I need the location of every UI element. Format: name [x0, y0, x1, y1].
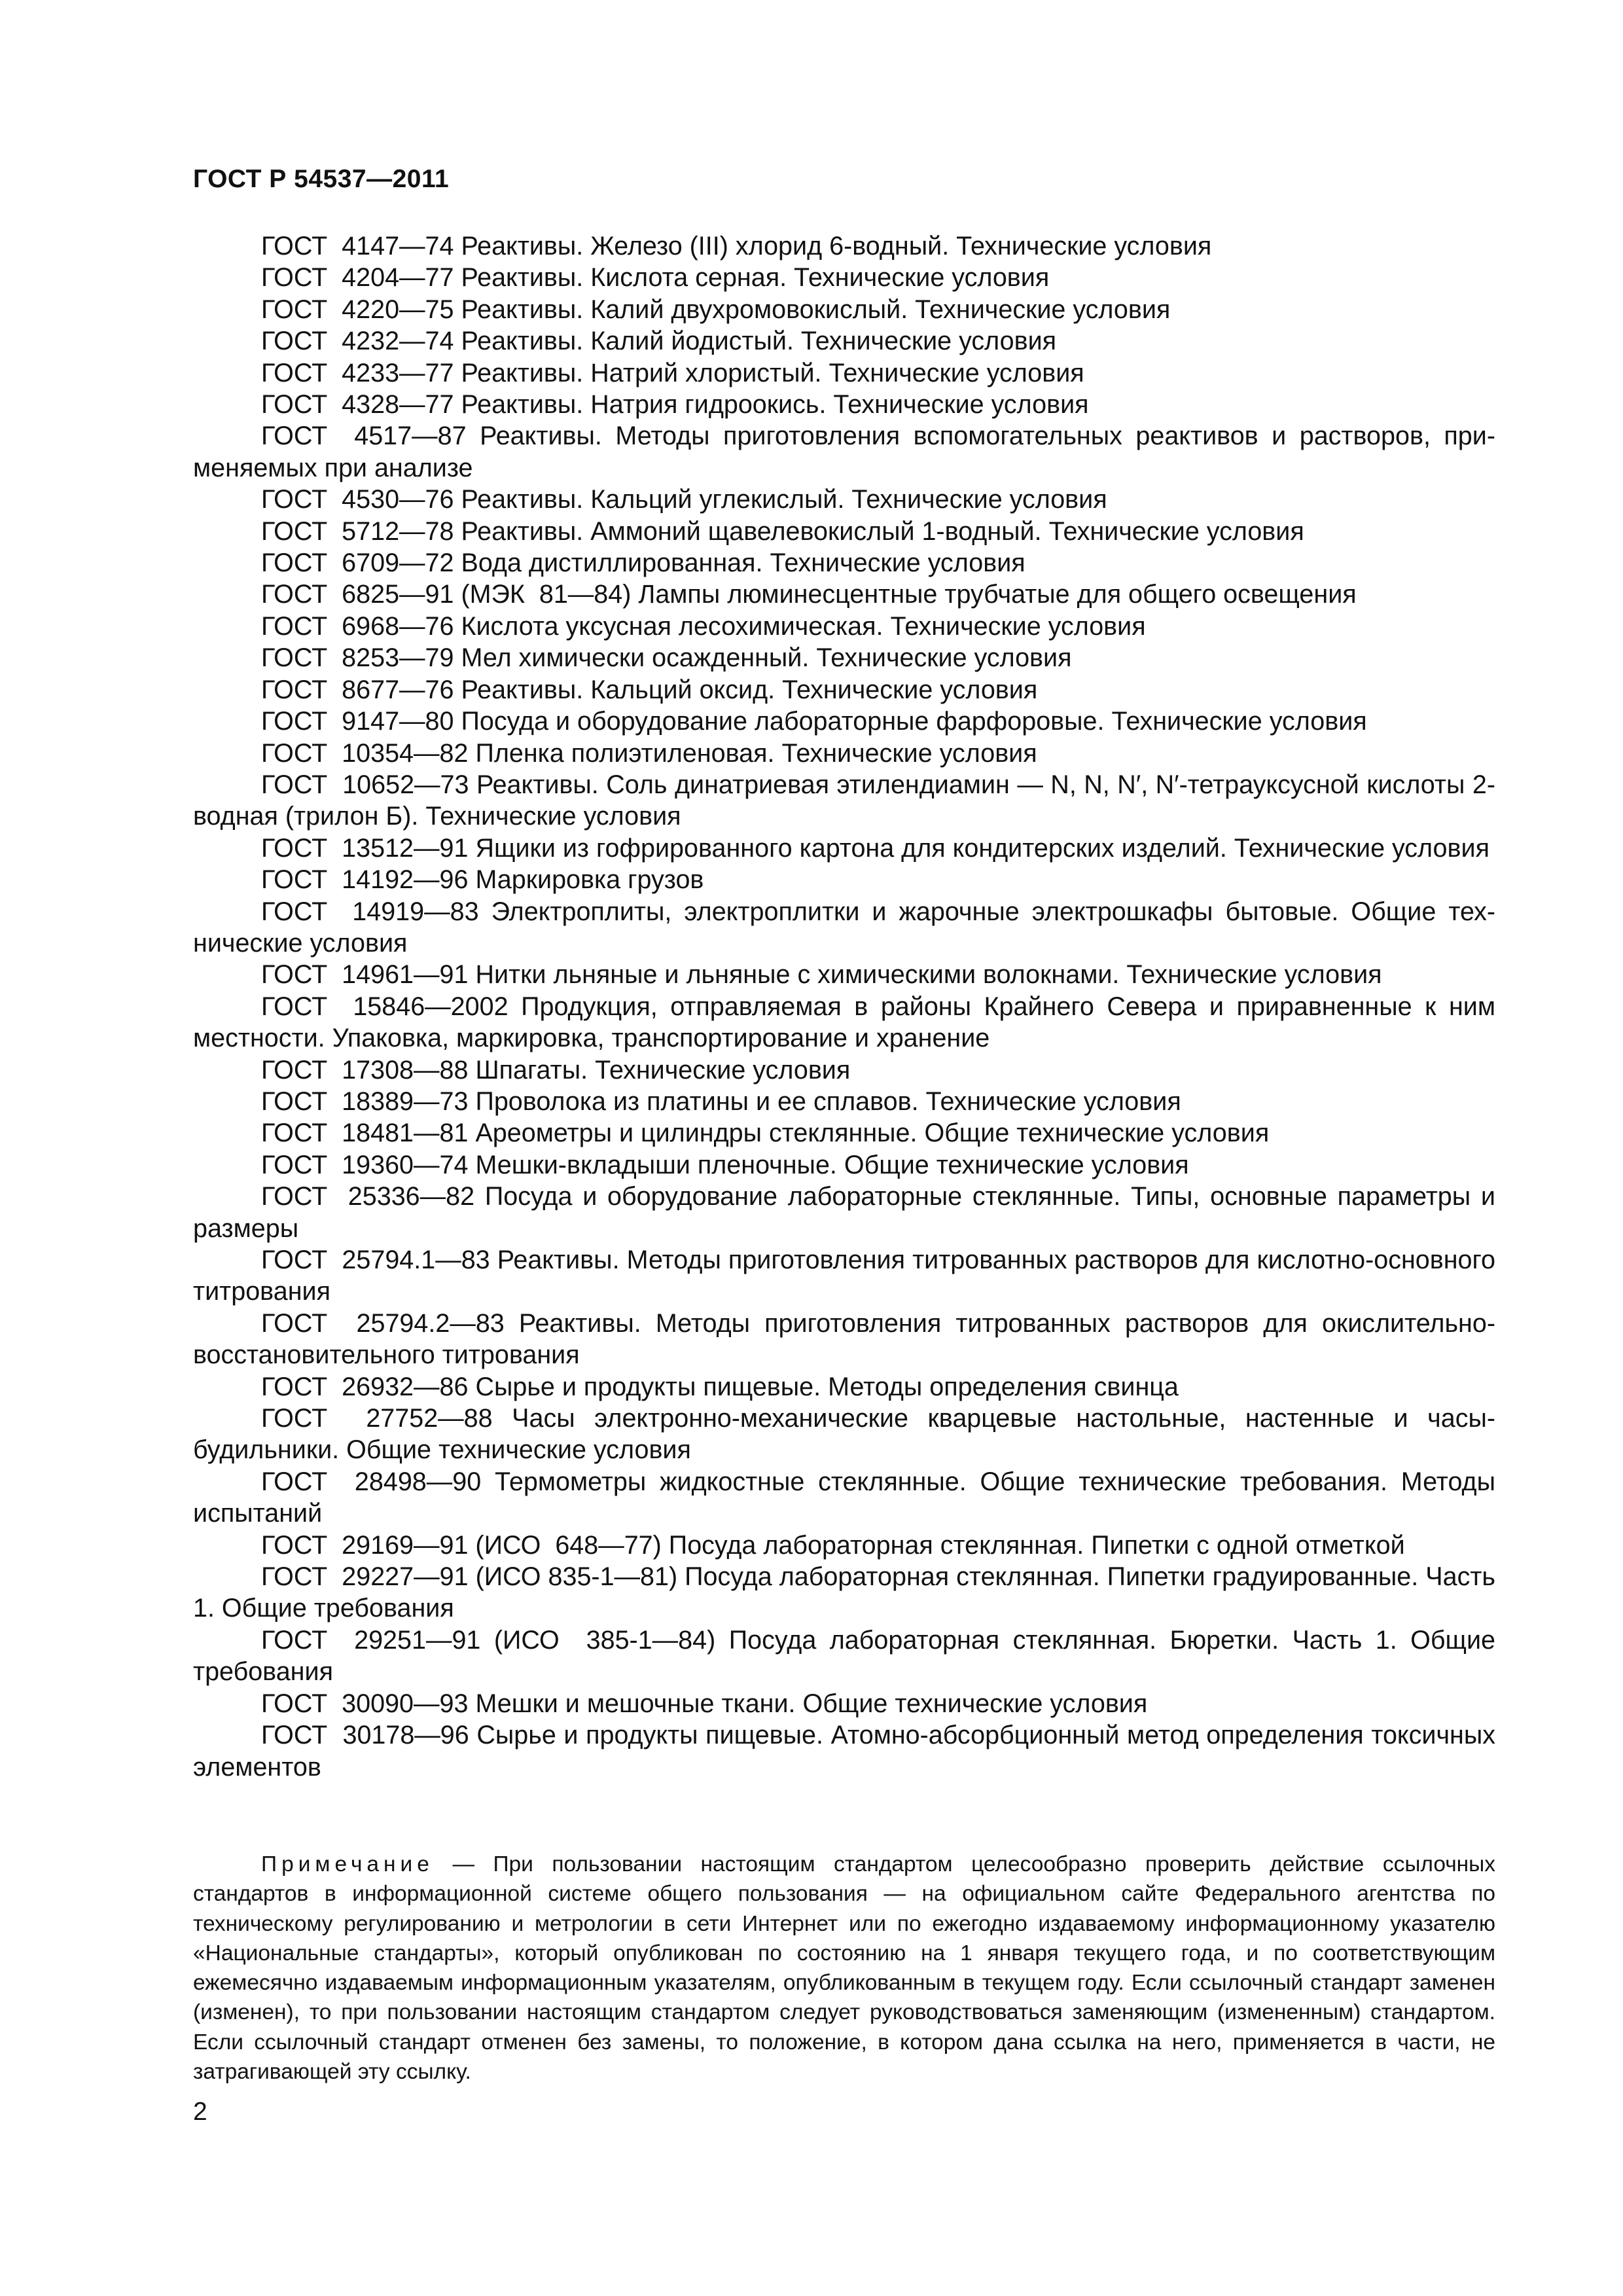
reference-title: Реактивы. Методы приготовления вспомогательных реактивов и растворов, применяемых при анализе — [193, 422, 1496, 482]
reference-code: ГОСТ 14961—91 — [261, 960, 469, 990]
reference-code: ГОСТ 6968—76 — [261, 611, 454, 641]
reference-item — [193, 1371, 1495, 1403]
reference-title: Электроплиты, электроплитки и жарочные электрошкафы бытовые. Общие технические условия — [193, 897, 1495, 958]
reference-code: ГОСТ 5712—78 — [261, 516, 454, 546]
reference-item — [193, 706, 1495, 737]
reference-item — [193, 1117, 1495, 1149]
reference-title: Часы электронно-механические кварцевые настольные, настенные и часы-будильники. Общие технические условия — [193, 1404, 1496, 1465]
reference-item — [193, 769, 1495, 833]
reference-code: ГОСТ 4147—74 — [261, 232, 454, 260]
reference-title: Посуда лабораторная стеклянная. Пипетки градуированные. Часть 1. Общие требования — [193, 1562, 1495, 1623]
reference-item — [193, 1244, 1495, 1308]
page-header-standard-id: ГОСТ Р 54537—2011 — [193, 165, 450, 193]
reference-code: ГОСТ 14192—96 — [261, 865, 469, 895]
reference-code: ГОСТ 4220—75 — [261, 295, 454, 324]
reference-code: ГОСТ 4517—87 — [261, 422, 467, 451]
reference-code: ГОСТ 19360—74 — [261, 1150, 469, 1179]
reference-item — [193, 1561, 1495, 1624]
reference-title: Реактивы. Соль динатриевая этилендиамин — N, N, N′, N′-тетрауксусной кислоты 2-водная (трилон Б). Технические условия — [193, 770, 1495, 831]
reference-title: Сырье и продукты пищевые. Методы определения свинца — [475, 1372, 1179, 1401]
reference-code: ГОСТ 25794.1—83 — [261, 1246, 490, 1274]
reference-code: ГОСТ 6825—91 (МЭК 81—84) — [261, 580, 632, 609]
reference-code: ГОСТ 13512—91 — [261, 833, 469, 863]
reference-item — [193, 484, 1495, 515]
reference-code: ГОСТ 25794.2—83 — [261, 1308, 505, 1338]
reference-item — [193, 896, 1495, 960]
reference-code: ГОСТ 10354—82 — [261, 738, 469, 768]
reference-item — [193, 294, 1495, 325]
reference-item — [193, 325, 1495, 357]
reference-title: Реактивы. Методы приготовления титрованных растворов для кислотно-основного титрования — [193, 1246, 1495, 1306]
reference-code: ГОСТ 4530—76 — [261, 485, 454, 514]
reference-title: Мешки-вкладыши пленочные. Общие технические условия — [475, 1150, 1189, 1179]
reference-code: ГОСТ 4233—77 — [261, 358, 454, 387]
reference-code: ГОСТ 28498—90 — [261, 1467, 482, 1496]
reference-title: Нитки льняные и льняные с химическими волокнами. Технические условия — [475, 960, 1382, 990]
reference-item — [193, 230, 1495, 262]
reference-title: Реактивы. Железо (III) хлорид 6-водный. Технические условия — [461, 232, 1212, 260]
reference-code: ГОСТ 26932—86 — [261, 1372, 469, 1401]
reference-title: Реактивы. Калий двухромовокислый. Технические условия — [461, 295, 1171, 324]
reference-item — [193, 1466, 1495, 1530]
reference-code: ГОСТ 4204—77 — [261, 263, 454, 293]
reference-code: ГОСТ 29227—91 (ИСО 835-1—81) — [261, 1562, 678, 1592]
reference-title: Реактивы. Методы приготовления титрованных растворов для окислительно-восстановительного титрования — [193, 1308, 1495, 1370]
reference-title: Реактивы. Кислота серная. Технические условия — [461, 263, 1050, 293]
reference-item — [193, 1688, 1495, 1719]
reference-title: Термометры жидкостные стеклянные. Общие технические требования. Методы испытаний — [193, 1467, 1495, 1528]
reference-title: Мешки и мешочные ткани. Общие технические условия — [475, 1689, 1148, 1718]
reference-code: ГОСТ 30178—96 — [261, 1721, 469, 1750]
reference-item — [193, 389, 1495, 420]
reference-title: Сырье и продукты пищевые. Атомно-абсорбционный метод определения токсичных элементов — [193, 1721, 1495, 1782]
note-label: Примечание — [261, 1852, 434, 1876]
reference-title: Пленка полиэтиленовая. Технические условия — [475, 738, 1037, 768]
reference-code: ГОСТ 25336—82 — [261, 1182, 475, 1211]
reference-title: Маркировка грузов — [475, 865, 704, 895]
reference-item — [193, 547, 1495, 579]
reference-title: Реактивы. Натрий хлористый. Технические условия — [461, 358, 1084, 387]
reference-item — [193, 516, 1495, 547]
reference-title: Реактивы. Калий йодистый. Технические условия — [461, 327, 1057, 356]
reference-code: ГОСТ 27752—88 — [261, 1404, 493, 1433]
reference-title: Посуда лабораторная стеклянная. Бюретки. Часть 1. Общие требования — [193, 1625, 1495, 1687]
reference-code: ГОСТ 30090—93 — [261, 1689, 469, 1718]
reference-item — [193, 1181, 1495, 1244]
reference-code: ГОСТ 10652—73 — [261, 770, 469, 799]
reference-title: Посуда и оборудование лабораторные фарфоровые. Технические условия — [461, 707, 1367, 736]
reference-item — [193, 833, 1495, 864]
reference-item — [193, 579, 1495, 610]
reference-title: Реактивы. Натрия гидроокись. Технические условия — [461, 390, 1089, 420]
reference-title: Продукция, отправляемая в районы Крайнего Севера и приравненные к ним местности. Упаковка, маркировка, транспортирование и хранение — [193, 992, 1495, 1053]
reference-item — [193, 1624, 1495, 1688]
reference-code: ГОСТ 6709—72 — [261, 548, 454, 578]
reference-code: ГОСТ 4328—77 — [261, 390, 454, 420]
reference-item — [193, 1530, 1495, 1561]
reference-title: Кислота уксусная лесохимическая. Технические условия — [461, 611, 1146, 641]
reference-item — [193, 1054, 1495, 1086]
reference-item — [193, 1086, 1495, 1117]
reference-item — [193, 1308, 1495, 1371]
reference-code: ГОСТ 8253—79 — [261, 643, 454, 673]
reference-item — [193, 991, 1495, 1054]
reference-item — [193, 738, 1495, 769]
reference-title: Посуда и оборудование лабораторные стеклянные. Типы, основные параметры и размеры — [193, 1182, 1495, 1243]
reference-item — [193, 420, 1495, 484]
reference-code: ГОСТ 29251—91 (ИСО 385-1—84) — [261, 1625, 716, 1655]
reference-item — [193, 674, 1495, 706]
reference-code: ГОСТ 4232—74 — [261, 327, 454, 356]
reference-code: ГОСТ 17308—88 — [261, 1055, 469, 1085]
reference-item — [193, 262, 1495, 293]
reference-item — [193, 864, 1495, 895]
reference-title: Шпагаты. Технические условия — [475, 1055, 851, 1085]
reference-title: Реактивы. Аммоний щавелевокислый 1-водный. Технические условия — [461, 516, 1304, 546]
reference-title: Лампы люминесцентные трубчатые для общего освещения — [638, 580, 1357, 609]
reference-code: ГОСТ 29169—91 (ИСО 648—77) — [261, 1530, 662, 1560]
reference-title: Вода дистиллированная. Технические условия — [461, 548, 1026, 578]
reference-item — [193, 611, 1495, 642]
reference-code: ГОСТ 18481—81 — [261, 1119, 469, 1148]
reference-item — [193, 1149, 1495, 1181]
reference-title: Реактивы. Кальций углекислый. Технические условия — [461, 485, 1107, 514]
reference-item — [193, 357, 1495, 389]
normative-references-list — [193, 230, 1495, 1783]
reference-item — [193, 1403, 1495, 1466]
reference-title: Реактивы. Кальций оксид. Технические условия — [461, 675, 1038, 704]
reference-code: ГОСТ 9147—80 — [261, 707, 454, 736]
note-paragraph — [193, 1850, 1495, 2087]
reference-title: Мел химически осажденный. Технические условия — [461, 643, 1072, 673]
reference-title: Ящики из гофрированного картона для кондитерских изделий. Технические условия — [475, 833, 1489, 863]
reference-title: Ареометры и цилиндры стеклянные. Общие технические условия — [475, 1119, 1270, 1148]
page-number: 2 — [193, 2098, 207, 2126]
reference-item — [193, 642, 1495, 673]
reference-item — [193, 959, 1495, 990]
reference-title: Проволока из платины и ее сплавов. Технические условия — [475, 1086, 1181, 1116]
reference-code: ГОСТ 18389—73 — [261, 1086, 469, 1116]
reference-code: ГОСТ 14919—83 — [261, 897, 479, 926]
reference-code: ГОСТ 15846—2002 — [261, 992, 508, 1021]
note-text: — При пользовании настоящим стандартом целесообразно проверить действие ссылочных стандартов в информационной системе общего пользования — на официальном сайте Федерального агентства по техническому регулированию и метрологии в сети Интернет или по ежегодно издаваемому информационному указателю «Национальные стандарты», который опубликован по состоянию на 1 января текущего года, и по соответствующим ежемесячно издаваемым информационным указателям, опубликованным в текущем году. Если ссылочный стандарт заменен (изменен), то при пользовании настоящим стандартом следует руководствоваться заменяющим (измененным) стандартом. Если ссылочный стандарт отменен без замены, то положение, в котором дана ссылка на него, применяется в части, не затрагивающей эту ссылку. — [193, 1852, 1495, 2085]
reference-code: ГОСТ 8677—76 — [261, 675, 454, 704]
reference-title: Посуда лабораторная стеклянная. Пипетки с одной отметкой — [668, 1530, 1405, 1560]
reference-item — [193, 1719, 1495, 1783]
